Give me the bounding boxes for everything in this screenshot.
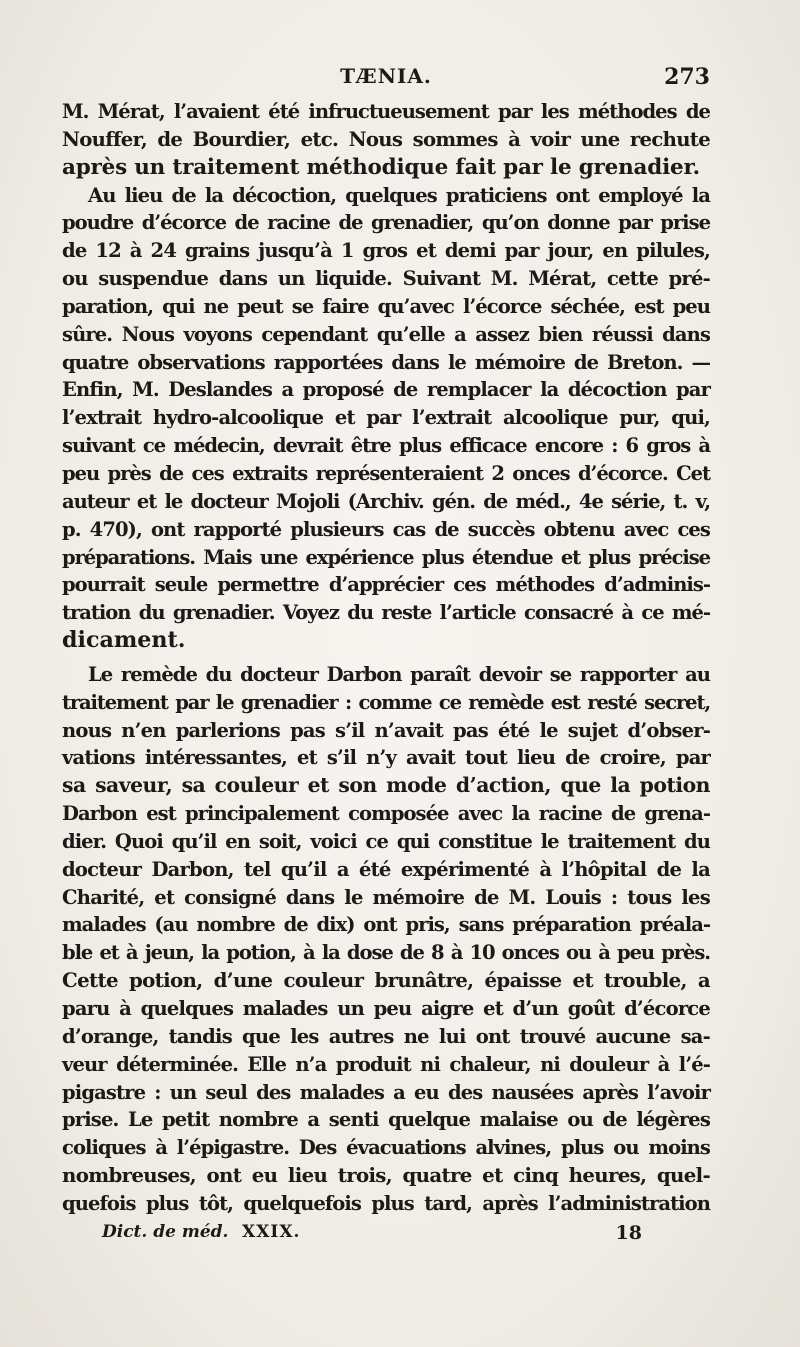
text-line: pourrait seule permettre d’apprécier ces méthodes d’adminis- bbox=[62, 573, 710, 597]
page-footer bbox=[102, 1222, 642, 1248]
text-line: dier. Quoi qu’il en soit, voici ce qui constitue le traitement du bbox=[62, 829, 710, 853]
text-line: traitement par le grenadier : comme ce remède est resté secret, bbox=[62, 690, 710, 714]
text-line: sûre. Nous voyons cependant qu’elle a assez bien réussi dans bbox=[62, 322, 710, 346]
text-line: malades (au nombre de dix) ont pris, sans préparation préala- bbox=[62, 913, 710, 937]
text-line: dicament. bbox=[62, 627, 186, 654]
text-line: ble et à jeun, la potion, à la dose de 8 à 10 onces ou à peu près. bbox=[62, 941, 710, 965]
text-line: quatre observations rapportées dans le mémoire de Breton. — bbox=[62, 350, 710, 374]
text-line: prise. Le petit nombre a senti quelque malaise ou de légères bbox=[62, 1108, 710, 1132]
body-text bbox=[62, 98, 710, 1218]
page-header bbox=[62, 64, 710, 94]
signature-number: 18 bbox=[615, 1222, 642, 1244]
text-line: Enfin, M. Deslandes a proposé de remplacer la décoction par bbox=[62, 378, 710, 402]
text-line: M. Mérat, l’avaient été infructueusement par les méthodes de bbox=[62, 100, 710, 123]
text-line: sa saveur, sa couleur et son mode d’action, que la potion bbox=[62, 773, 710, 798]
text-line: vations intéressantes, et s’il n’y avait tout lieu de croire, par bbox=[62, 746, 710, 770]
text-line: veur déterminée. Elle n’a produit ni chaleur, ni douleur à l’é- bbox=[62, 1052, 710, 1076]
text-line: Charité, et consigné dans le mémoire de M. Louis : tous les bbox=[62, 885, 710, 909]
signature-title: Dict. de méd. bbox=[102, 1222, 229, 1242]
text-line: quefois plus tôt, quelquefois plus tard, après l’administration bbox=[62, 1191, 710, 1215]
text-line: de 12 à 24 grains jusqu’à 1 gros et demi par jour, en pilules, bbox=[62, 239, 710, 263]
text-line: poudre d’écorce de racine de grenadier, qu’on donne par prise bbox=[62, 211, 710, 235]
text-line: l’extrait hydro-alcoolique et par l’extrait alcoolique pur, qui, bbox=[62, 406, 710, 430]
text-line: Nouffer, de Bourdier, etc. Nous sommes à voir une rechute bbox=[62, 127, 710, 151]
text-line: Cette potion, d’une couleur brunâtre, épaisse et trouble, a bbox=[62, 968, 710, 993]
text-line: d’orange, tandis que les autres ne lui ont trouvé aucune sa- bbox=[62, 1024, 710, 1048]
text-line: Au lieu de la décoction, quelques praticiens ont employé la bbox=[88, 183, 710, 207]
text-line: docteur Darbon, tel qu’il a été expérimenté à l’hôpital de la bbox=[62, 857, 710, 881]
running-head: TÆNIA. bbox=[340, 64, 432, 88]
page-number: 273 bbox=[664, 64, 710, 90]
text-line: paru à quelques malades un peu aigre et d’un goût d’écorce bbox=[62, 997, 710, 1020]
text-line: après un traitement méthodique fait par le grenadier. bbox=[62, 154, 700, 180]
text-line: coliques à l’épigastre. Des évacuations alvines, plus ou moins bbox=[62, 1136, 710, 1160]
paragraph-2 bbox=[62, 182, 710, 655]
text-line: p. 470), ont rapporté plusieurs cas de succès obtenu avec ces bbox=[62, 517, 710, 541]
text-line: peu près de ces extraits représenteraient 2 onces d’écorce. Cet bbox=[62, 461, 710, 485]
text-line: ou suspendue dans un liquide. Suivant M. Mérat, cette pré- bbox=[62, 267, 710, 291]
text-line: auteur et le docteur Mojoli (Archiv. gén. de méd., 4e série, t. v, bbox=[62, 489, 710, 513]
text-line: Le remède du docteur Darbon paraît devoir se rapporter au bbox=[88, 662, 710, 686]
text-line: préparations. Mais une expérience plus étendue et plus précise bbox=[62, 545, 710, 569]
text-line: nombreuses, ont eu lieu trois, quatre et cinq heures, quel- bbox=[62, 1163, 710, 1188]
paragraph-3 bbox=[62, 661, 710, 1218]
text-line: paration, qui ne peut se faire qu’avec l’écorce séchée, est peu bbox=[62, 294, 710, 318]
volume-number: XXIX. bbox=[242, 1222, 301, 1242]
text-line: Darbon est principalement composée avec la racine de grena- bbox=[62, 802, 710, 826]
text-line: suivant ce médecin, devrait être plus efficace encore : 6 gros à bbox=[62, 434, 710, 458]
paragraph-1 bbox=[62, 98, 710, 182]
text-line: tration du grenadier. Voyez du reste l’article consacré à ce mé- bbox=[62, 601, 710, 625]
text-line: nous n’en parlerions pas s’il n’avait pas été le sujet d’obser- bbox=[62, 718, 710, 742]
text-line: pigastre : un seul des malades a eu des nausées après l’avoir bbox=[62, 1080, 710, 1104]
